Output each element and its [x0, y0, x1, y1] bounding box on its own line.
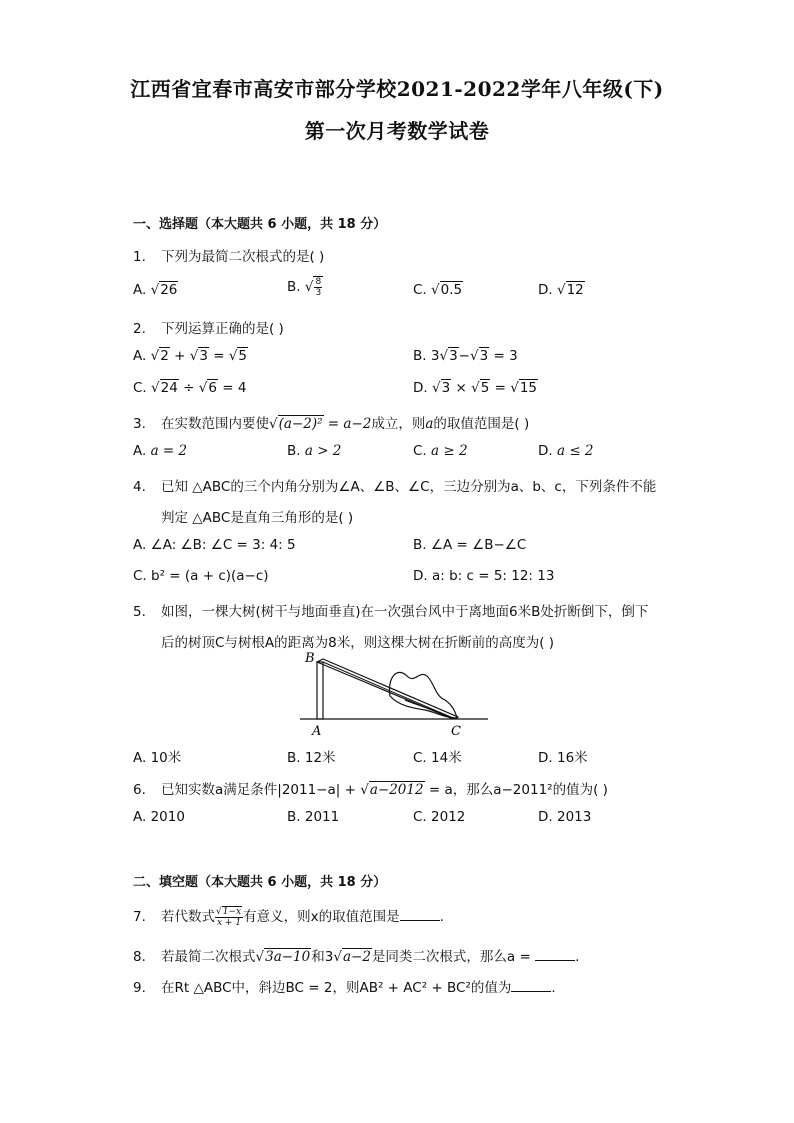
tree-trunk: [317, 662, 323, 719]
q2-option-b: B. 3√3−√3 = 3: [413, 348, 518, 364]
q3-option-a: A. a = 2: [133, 443, 188, 459]
question-text: 下列为最简二次根式的是( ): [161, 249, 325, 265]
tree-figure: [295, 648, 495, 740]
question-1: [133, 245, 324, 265]
question-6: 6. 已知实数a满足条件|2011−a| + √a−2012 = a，那么a−2011²的值为( ): [133, 782, 608, 798]
question-number: 7.: [133, 909, 146, 925]
question-3: 3. 在实数范围内要使√(a−2)² = a−2成立，则a的取值范围是( ): [133, 416, 530, 432]
q1-option-a: A. √26: [133, 282, 178, 298]
q3-option-b: B. a > 2: [287, 443, 342, 459]
section1-heading: 一、选择题（本大题共 6 小题，共 18 分）: [133, 217, 387, 232]
question-8: 8. 若最简二次根式√3a−10和3√a−2是同类二次根式，那么a = .: [133, 949, 580, 965]
question-number: 6.: [133, 782, 146, 798]
q6-option-a: A. 2010: [133, 809, 185, 825]
question-number: 9.: [133, 980, 146, 996]
q3-option-c: C. a ≥ 2: [413, 443, 468, 459]
question-number: 4.: [133, 479, 146, 495]
q5-option-c: C. 14米: [413, 750, 462, 766]
answer-blank[interactable]: [511, 979, 551, 992]
question-4-line2: 判定 △ABC是直角三角形的是( ): [161, 510, 354, 526]
foliage-branch: [405, 700, 453, 718]
q2-option-d: D. √3 × √5 = √15: [413, 380, 537, 396]
answer-blank[interactable]: [400, 908, 440, 921]
question-5: 5. 如图，一棵大树(树干与地面垂直)在一次强台风中于离地面6米B处折断倒下，倒下: [133, 604, 649, 620]
q4-option-a: A. ∠A: ∠B: ∠C = 3: 4: 5: [133, 537, 296, 553]
fallen-trunk-edge: [323, 662, 453, 718]
q6-option-b: B. 2011: [287, 809, 340, 825]
q1-option-c: C. √0.5: [413, 282, 463, 298]
question-2: [133, 317, 284, 337]
question-text: 下列运算正确的是( ): [161, 321, 284, 337]
question-number: 2.: [133, 321, 146, 337]
q4-option-d: D. a: b: c = 5: 12: 13: [413, 568, 555, 584]
answer-blank[interactable]: [535, 948, 575, 961]
q2-option-c: C. √24 ÷ √6 = 4: [133, 380, 247, 396]
section2-heading: 二、填空题（本大题共 6 小题，共 18 分）: [133, 875, 387, 890]
q6-option-c: C. 2012: [413, 809, 466, 825]
question-9: 9. 在Rt △ABC中，斜边BC = 2，则AB² + AC² + BC²的值为 .: [133, 980, 556, 996]
label-c: C: [451, 724, 461, 739]
exam-title-line2: 第一次月考数学试卷: [304, 119, 490, 143]
q5-option-b: B. 12米: [287, 750, 336, 766]
q4-option-b: B. ∠A = ∠B−∠C: [413, 537, 527, 553]
exam-title-line1: 江西省宜春市高安市部分学校2021-2022学年八年级(下): [130, 77, 664, 101]
question-5-line2: 后的树顶C与树根A的距离为8米，则这棵大树在折断前的高度为( ): [161, 635, 555, 651]
q5-option-d: D. 16米: [538, 750, 588, 766]
question-4: 4. 已知 △ABC的三个内角分别为∠A、∠B、∠C，三边分别为a、b、c，下列条件不能: [133, 479, 657, 495]
q3-option-d: D. a ≤ 2: [538, 443, 594, 459]
q2-option-a: A. √2 + √3 = √5: [133, 348, 248, 364]
label-b: B: [305, 651, 315, 666]
question-number: 8.: [133, 949, 146, 965]
q1-option-b: B. √ $\frac{8}{3}$: [287, 277, 322, 298]
question-7: 7. 若代数式 $\frac{√1-x}{x + 1}$ 有意义，则x的取值范围是 .: [133, 906, 444, 928]
q6-option-d: D. 2013: [538, 809, 592, 825]
question-number: 3.: [133, 416, 146, 432]
q4-option-c: C. b² = (a + c)(a−c): [133, 568, 269, 584]
question-number: 1.: [133, 249, 146, 265]
q1-option-d: D. √12: [538, 282, 584, 298]
q5-option-a: A. 10米: [133, 750, 182, 766]
question-number: 5.: [133, 604, 146, 620]
label-a: A: [312, 724, 322, 739]
